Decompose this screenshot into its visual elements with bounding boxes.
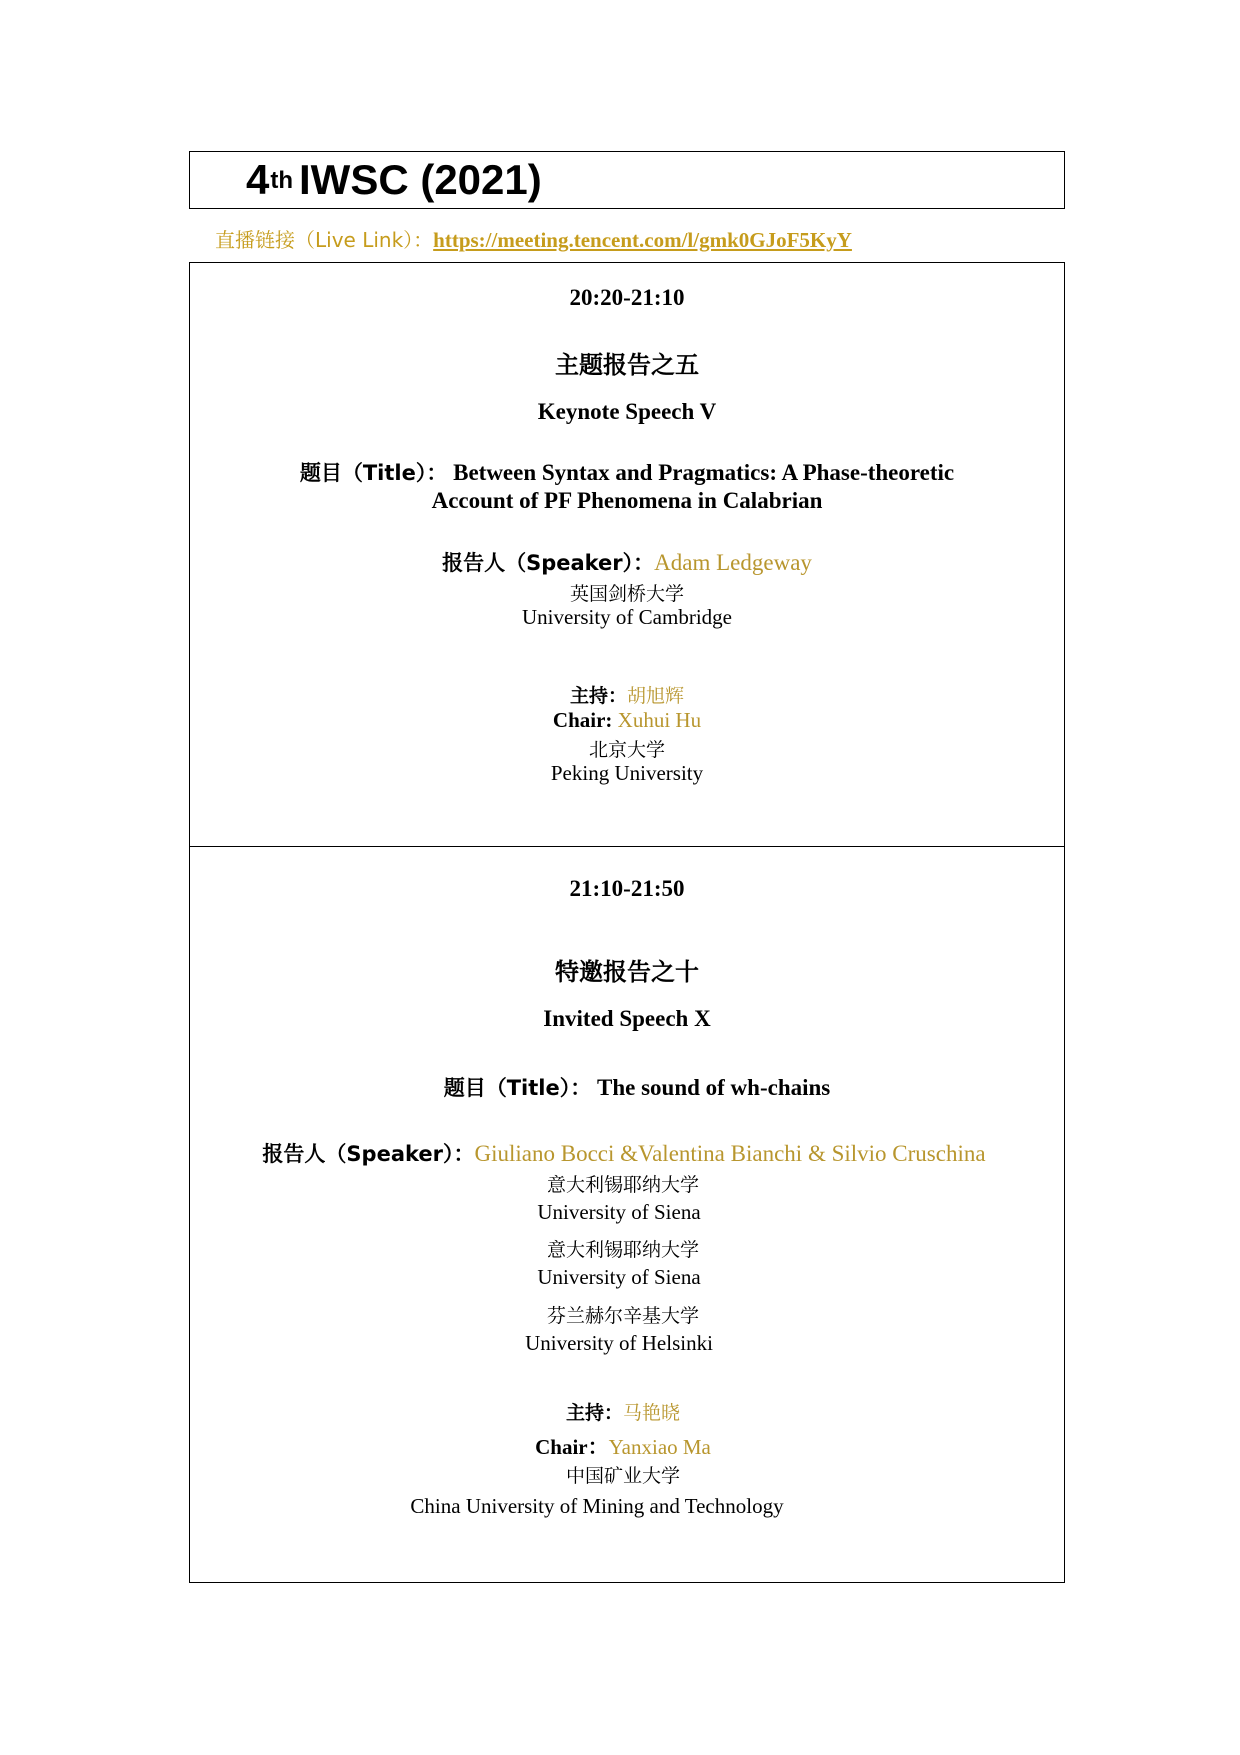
chair-cn-label: 主持： (565, 1402, 623, 1424)
chair-en-row (186, 1431, 1060, 1461)
speaker-row (187, 1138, 1061, 1168)
title-ordinal: th (270, 167, 294, 194)
speaker-affiliation-en: University of Helsinki (525, 1331, 713, 1355)
chair-cn-label: 主持： (569, 685, 627, 707)
speaker-name-1: Giuliano Bocci (474, 1141, 615, 1166)
talk-title (200, 1072, 1074, 1102)
session-keynote (189, 262, 1065, 847)
title-line-1: Between Syntax and Pragmatics: A Phase-theoretic (453, 460, 955, 485)
chair-en-row (190, 708, 1064, 733)
title-line-1: The sound of wh-chains (596, 1075, 831, 1100)
chair-affiliation-en: Peking University (550, 761, 704, 785)
title-label: 题目（Title）： (299, 461, 448, 485)
speaker-affiliation-en: University of Siena (537, 1265, 701, 1289)
chair-affiliation-cn: 中国矿业大学 (565, 1465, 680, 1487)
speaker-affiliation-en: University of Siena (537, 1200, 701, 1224)
session-time: 21:10-21:50 (569, 876, 685, 901)
session-type-cn: 主题报告之五 (555, 351, 699, 379)
speaker-name: Adam Ledgeway (654, 550, 812, 575)
speaker-name-3: & Silvio Cruschina (807, 1141, 986, 1166)
speaker-affiliation-cn: 意大利锡耶纳大学 (546, 1174, 699, 1196)
session-time: 20:20-21:10 (569, 285, 685, 310)
live-link-label: 直播链接（Live Link）： (215, 228, 434, 252)
session-type-en: Invited Speech X (543, 1006, 711, 1031)
session-type-en: Keynote Speech V (537, 399, 717, 424)
title-number: 4 (246, 156, 270, 203)
speaker-name-2: &Valentina Bianchi (620, 1141, 803, 1166)
chair-en-name: Yanxiao Ma (608, 1435, 711, 1459)
live-link-row (215, 224, 852, 253)
title-line-2: Account of PF Phenomena in Calabrian (431, 488, 823, 513)
speaker-affiliation-cn: 芬兰赫尔辛基大学 (546, 1305, 699, 1327)
chair-en-name: Xuhui Hu (617, 708, 702, 732)
talk-title (190, 457, 1064, 487)
speaker-label: 报告人（Speaker）： (262, 1142, 475, 1166)
chair-affiliation-cn: 北京大学 (588, 739, 665, 761)
session-invited (189, 846, 1065, 1583)
conference-header (189, 151, 1065, 209)
speaker-affiliation-cn: 意大利锡耶纳大学 (546, 1239, 699, 1261)
chair-cn-row (190, 681, 1064, 708)
chair-en-label: Chair: (552, 708, 613, 732)
chair-en-label: Chair： (535, 1435, 609, 1459)
title-label: 题目（Title）： (443, 1076, 592, 1100)
speaker-label: 报告人（Speaker）： (442, 551, 655, 575)
speaker-affiliation-en: University of Cambridge (522, 605, 732, 629)
live-link[interactable]: https://meeting.tencent.com/l/gmk0GJoF5KyY (433, 228, 852, 252)
speaker-row (190, 547, 1064, 577)
conference-title (246, 154, 542, 213)
session-type-cn: 特邀报告之十 (555, 958, 699, 986)
chair-cn-row (186, 1398, 1060, 1425)
chair-cn-name: 胡旭辉 (627, 685, 685, 707)
chair-cn-name: 马艳晓 (623, 1402, 681, 1424)
speaker-affiliation-cn: 英国剑桥大学 (569, 583, 684, 605)
chair-affiliation-en: China University of Mining and Technology (410, 1494, 784, 1518)
title-text: IWSC (2021) (299, 156, 542, 203)
